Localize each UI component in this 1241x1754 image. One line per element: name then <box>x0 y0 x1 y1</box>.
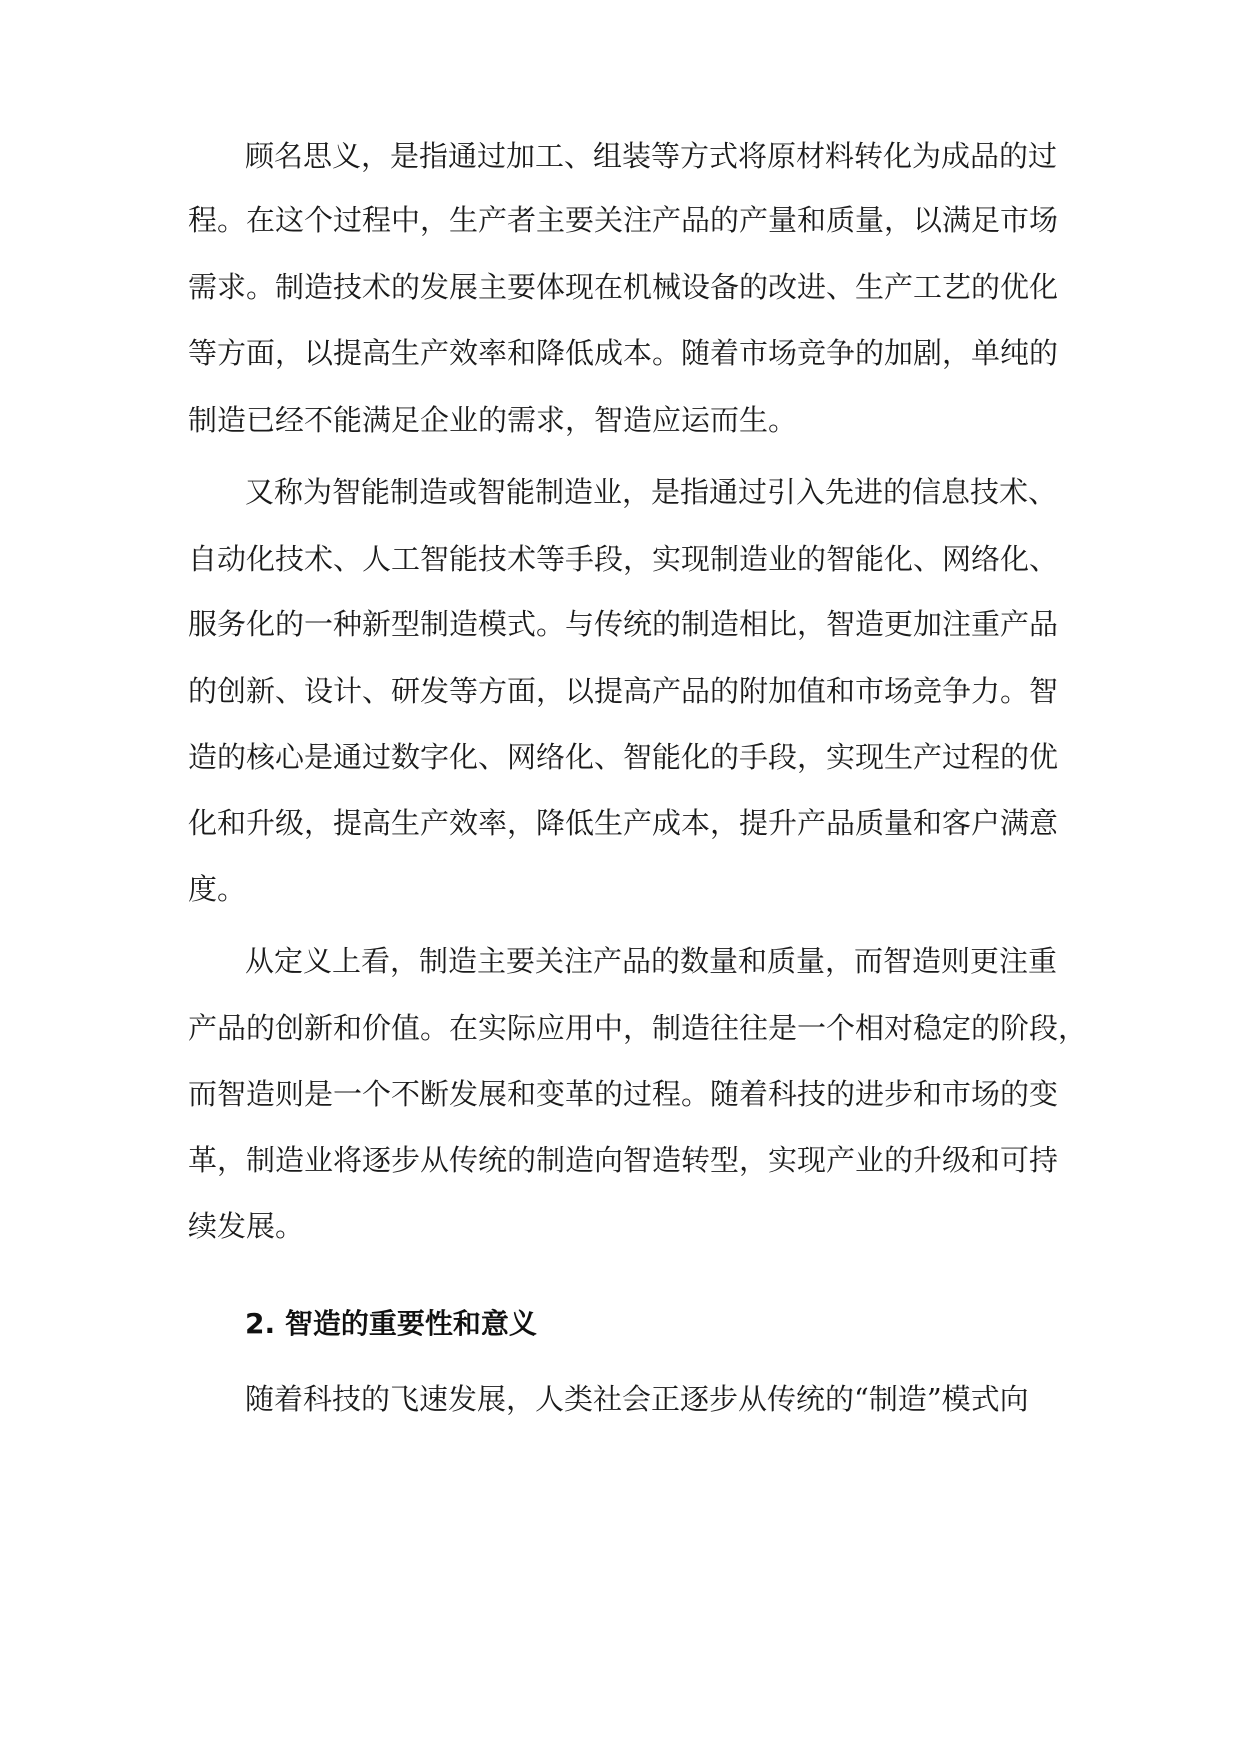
paragraph-line: 顾名思义，是指通过加工、组装等方式将原材料转化为成品的过 <box>245 139 1058 173</box>
paragraph-line: 需求。制造技术的发展主要体现在机械设备的改进、生产工艺的优化 <box>188 270 1059 304</box>
paragraph-line: 革，制造业将逐步从传统的制造向智造转型，实现产业的升级和可持 <box>188 1143 1059 1177</box>
paragraph-line: 从定义上看，制造主要关注产品的数量和质量，而智造则更注重 <box>245 944 1058 978</box>
paragraph-line: 化和升级，提高生产效率，降低生产成本，提升产品质量和客户满意 <box>188 806 1059 840</box>
paragraph-line: 产品的创新和价值。在实际应用中，制造往往是一个相对稳定的阶段， <box>188 1011 1088 1045</box>
paragraph-line: 等方面，以提高生产效率和降低成本。随着市场竞争的加剧，单纯的 <box>188 336 1059 370</box>
paragraph-line: 又称为智能制造或智能制造业，是指通过引入先进的信息技术、 <box>245 475 1058 509</box>
paragraph-line: 续发展。 <box>188 1209 305 1243</box>
paragraph-line: 程。在这个过程中，生产者主要关注产品的产量和质量，以满足市场 <box>188 203 1059 237</box>
paragraph-line: 服务化的一种新型制造模式。与传统的制造相比，智造更加注重产品 <box>188 607 1059 641</box>
paragraph-line: 度。 <box>188 872 247 906</box>
paragraph-line: 而智造则是一个不断发展和变革的过程。随着科技的进步和市场的变 <box>188 1077 1059 1111</box>
section-heading: 2. 智造的重要性和意义 <box>245 1307 537 1340</box>
paragraph-line: 自动化技术、人工智能技术等手段，实现制造业的智能化、网络化、 <box>188 542 1059 576</box>
paragraph-line: 的创新、设计、研发等方面，以提高产品的附加值和市场竞争力。智 <box>188 674 1059 708</box>
paragraph-line: 造的核心是通过数字化、网络化、智能化的手段，实现生产过程的优 <box>188 740 1059 774</box>
paragraph-line: 制造已经不能满足企业的需求，智造应运而生。 <box>188 403 798 437</box>
paragraph-line: 随着科技的飞速发展，人类社会正逐步从传统的“制造”模式向 <box>245 1382 1029 1416</box>
